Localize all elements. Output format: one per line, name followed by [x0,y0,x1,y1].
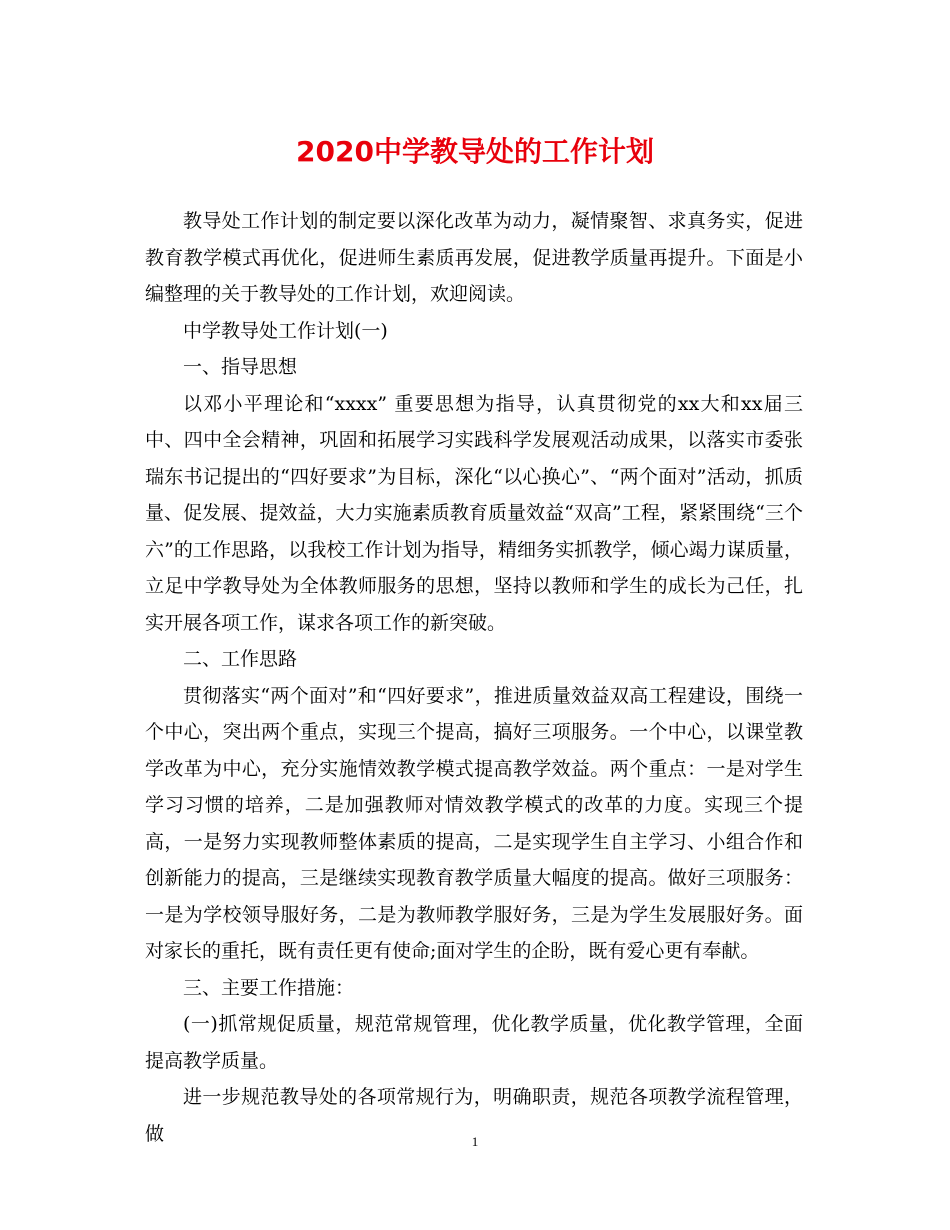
measure-one-paragraph: (一)抓常规促质量，规范常规管理，优化教学质量，优化教学管理，全面提高教学质量。 [145,1013,803,1072]
section-heading-main-measures: 三、主要工作措施： [183,976,355,999]
intro-paragraph: 教导处工作计划的制定要以深化改革为动力，凝情聚智、求真务实，促进教育教学模式再优化，促进师生素质再发展，促进教学质量再提升。下面是小编整理的关于教导处的工作计划，欢迎阅读。 [145,210,803,305]
measure-one-detail-paragraph: 进一步规范教导处的各项常规行为，明确职责，规范各项教学流程管理，做 [145,1086,803,1145]
document-body [145,203,803,1152]
guiding-ideology-paragraph: 以邓小平理论和“xxxx” 重要思想为指导，认真贯彻党的xx大和xx届三中、四中全会精神，巩固和拓展学习实践科学发展观活动成果，以落实市委张瑞东书记提出的“四好要求”为目标，深化“以心换心”、“两个面对”活动，抓质量、促发展、提效益，大力实施素质教育质量效益“双高”工程，紧紧围绕“三个六”的工作思路，以我校工作计划为指导，精细务实抓教学，倾心竭力谋质量，立足中学教导处为全体教师服务的思想，坚持以教师和学生的成长为己任，扎实开展各项工作，谋求各项工作的新突破。 [145,392,803,634]
section-heading-work-approach: 二、工作思路 [183,648,298,670]
section-heading-plan-one: 中学教导处工作计划(一) [183,319,388,342]
work-approach-paragraph: 贯彻落实“两个面对”和“四好要求”，推进质量效益双高工程建设，围绕一个中心，突出两个重点，实现三个提高，搞好三项服务。一个中心，以课堂教学改革为中心，充分实施情效教学模式提高教学效益。两个重点：一是对学生学习习惯的培养，二是加强教师对情效教学模式的改革的力度。实现三个提高，一是努力实现教师整体素质的提高，二是实现学生自主学习、小组合作和创新能力的提高，三是继续实现教育教学质量大幅度的提高。做好三项服务：一是为学校领导服好务，二是为教师教学服好务，三是为学生发展服好务。面对家长的重托，既有责任更有使命;面对学生的企盼，既有爱心更有奉献。 [145,684,803,962]
document-title: 2020中学教导处的工作计划 [296,135,654,168]
page-number: 1 [471,1134,479,1149]
section-heading-guiding-ideology: 一、指导思想 [183,356,298,378]
